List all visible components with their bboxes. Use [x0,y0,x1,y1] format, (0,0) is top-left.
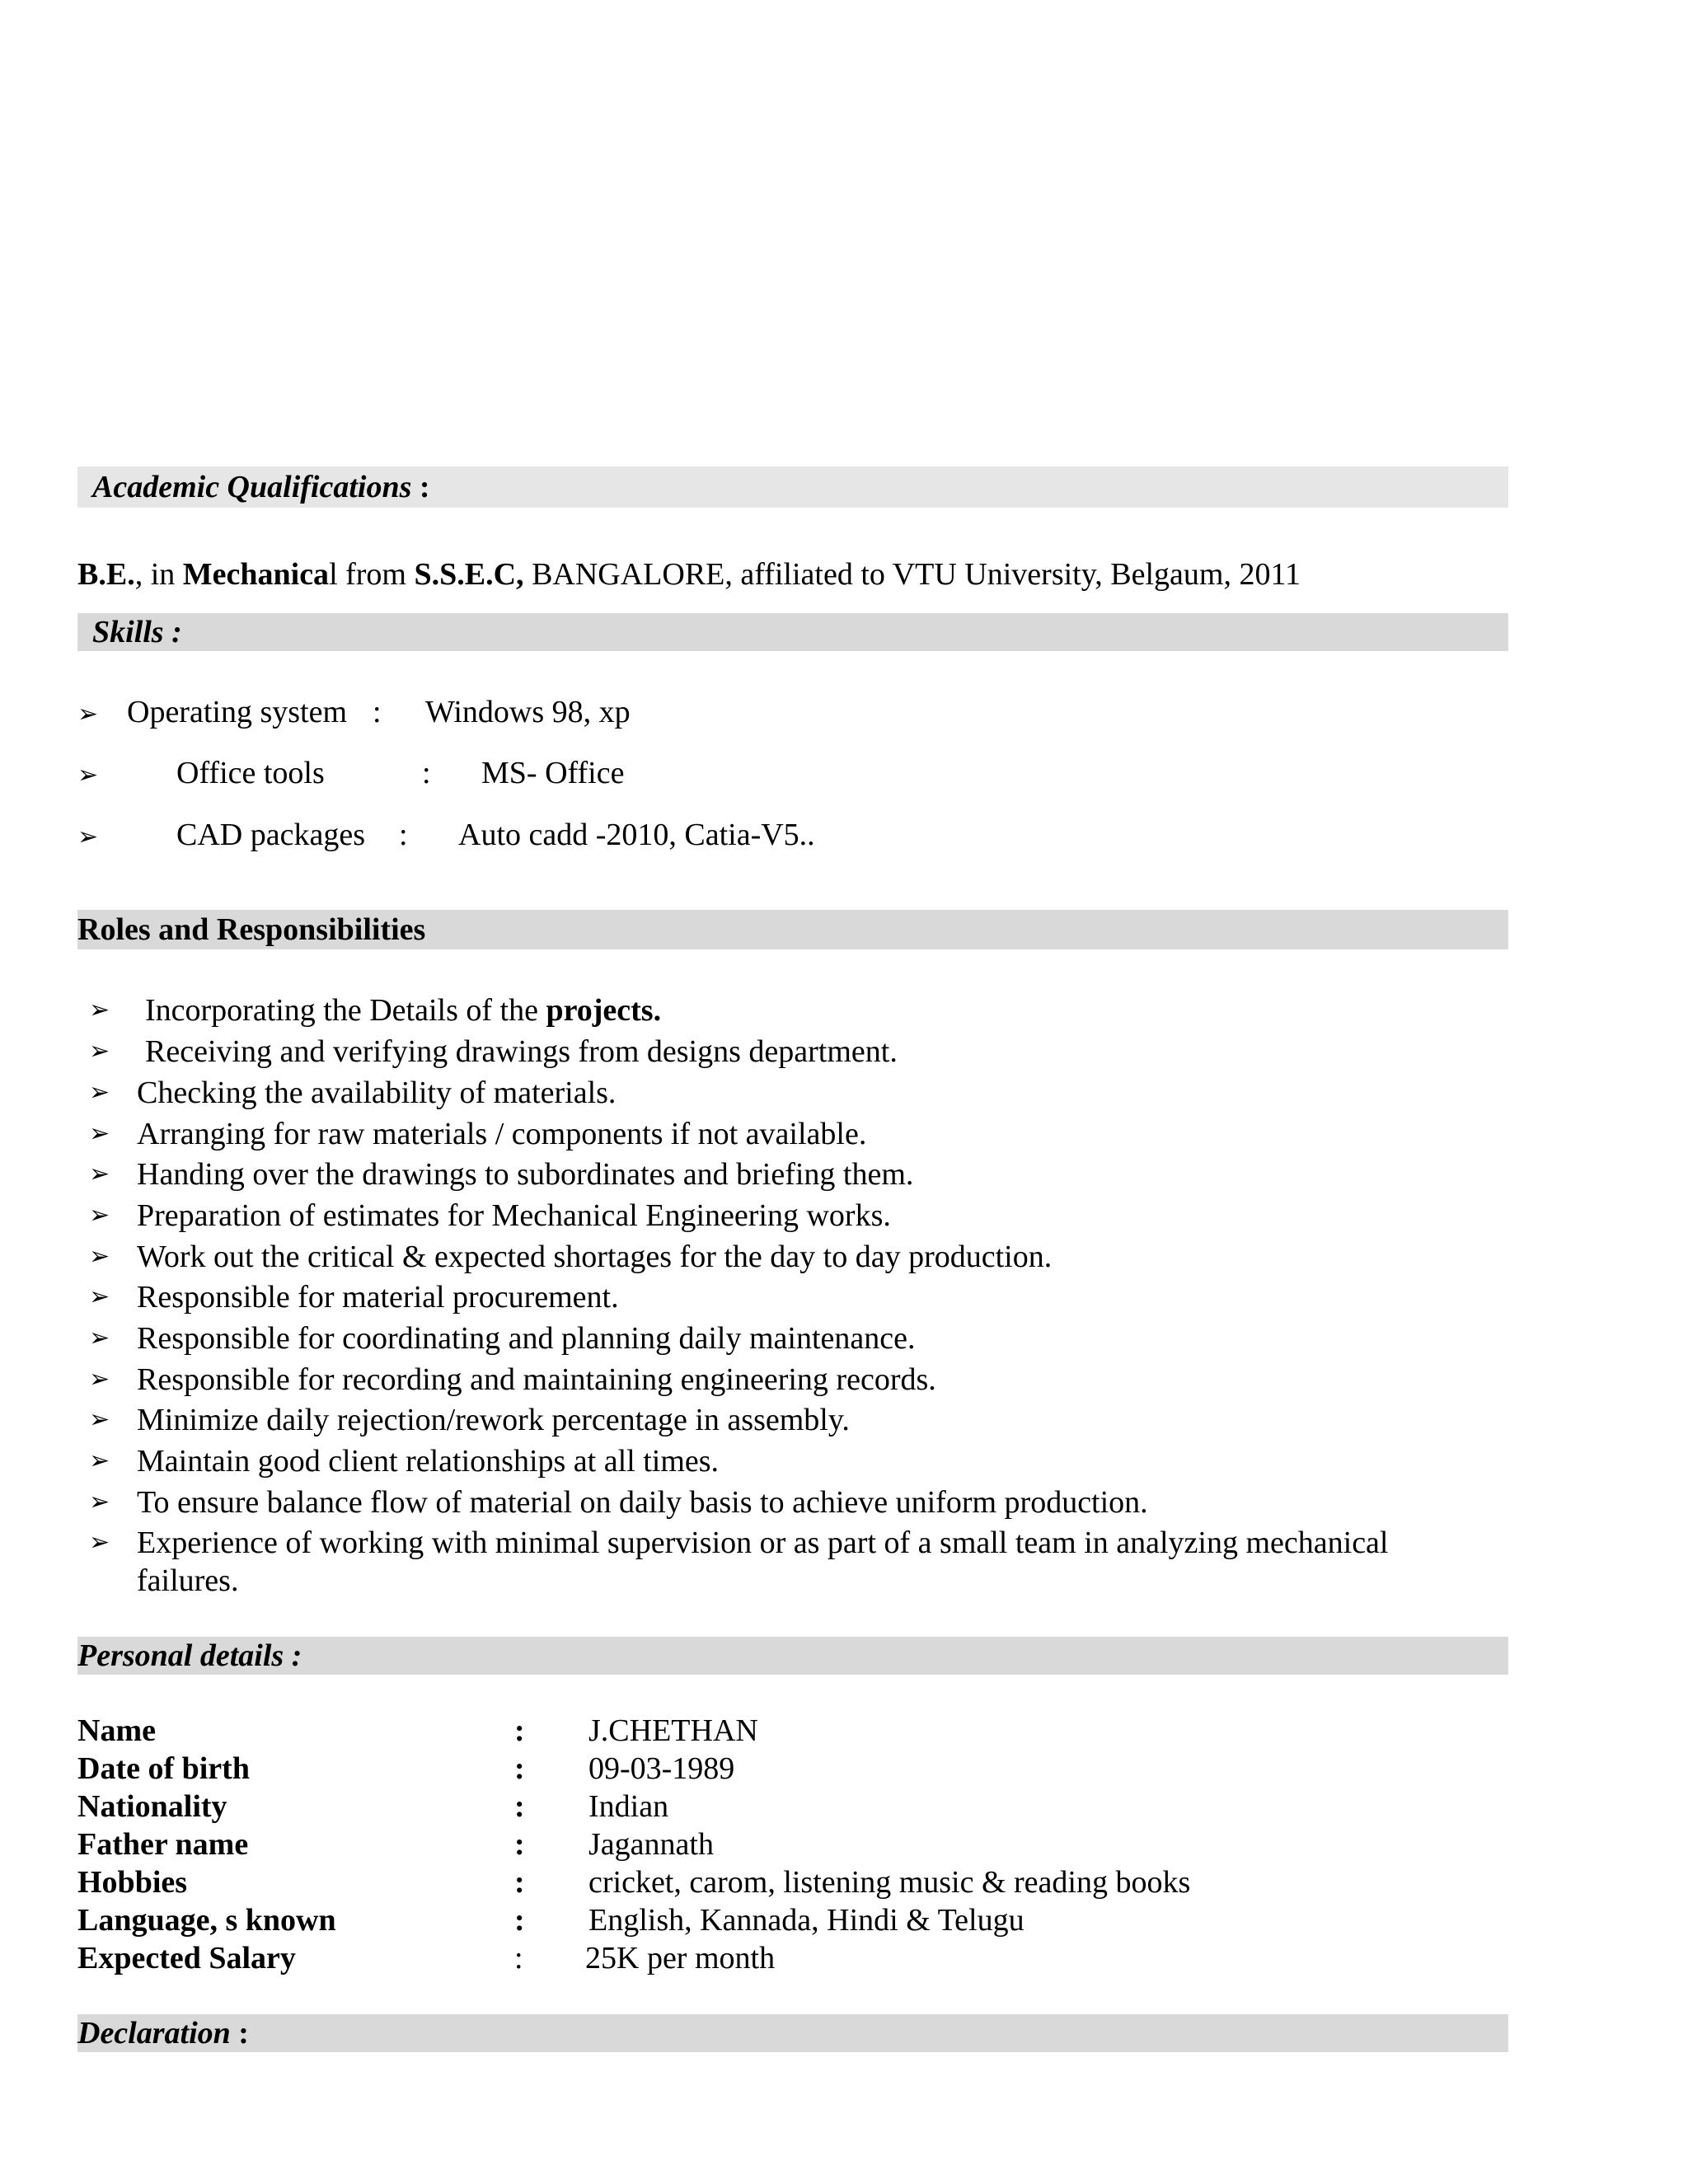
list-item-bold: projects. [546,993,662,1028]
list-item-text: To ensure balance flow of material on daily basis to achieve uniform production. [137,1485,1148,1520]
degree-text-1: , in [134,557,183,592]
field-label: Father name [77,1827,249,1862]
list-item-text: Responsible for material procurement. [137,1280,619,1315]
personal-title: Personal details : [77,1638,302,1673]
list-item-text: Responsible for coordinating and planning daily maintenance. [137,1321,916,1356]
degree: B.E. [77,557,135,592]
arrowhead-bullet-icon: ➢ [89,1160,110,1188]
list-item-text: Experience of working with minimal supervision or as part of a small team in analyzing mechanical [137,1526,1389,1560]
list-item-text: Checking the availability of materials. [137,1076,617,1110]
branch: Mechanica [182,557,330,592]
field-colon: : [514,1789,525,1824]
roles-title: Roles and Responsibilities [77,912,426,947]
list-item-text: Handing over the drawings to subordinates and briefing them. [137,1157,914,1192]
skill-label: Operating system [127,695,348,729]
arrowhead-bullet-icon: ➢ [89,1446,110,1475]
skill-value: Windows 98, xp [425,695,631,729]
roles-header [77,910,1508,949]
arrowhead-bullet-icon: ➢ [89,1488,110,1516]
field-colon: : [514,1751,525,1786]
arrowhead-bullet-icon: ➢ [77,761,99,790]
field-colon: : [514,1827,525,1862]
arrowhead-bullet-icon: ➢ [89,1037,110,1066]
personal-header [77,1637,1508,1675]
arrowhead-bullet-icon: ➢ [89,1324,110,1352]
degree-text-3: BANGALORE, affiliated to VTU University, Belgaum, 2011 [523,557,1301,592]
list-item-text: Receiving and verifying drawings from designs department. [145,1034,898,1069]
field-value: Jagannath [588,1827,714,1862]
list-item-text: Arranging for raw materials / components if not available. [137,1117,867,1151]
field-colon: : [514,1713,525,1748]
arrowhead-bullet-icon: ➢ [77,700,99,729]
skill-label: Office tools [176,756,325,790]
skills-header [77,613,1508,651]
academic-degree-line [77,555,1301,593]
arrowhead-bullet-icon: ➢ [89,1119,110,1148]
list-item-text: Preparation of estimates for Mechanical Engineering works. [137,1198,891,1233]
list-item-text: Incorporating the Details of the [145,993,546,1028]
field-value: cricket, carom, listening music & reading books [588,1865,1191,1900]
skill-colon: : [422,756,431,790]
skill-colon: : [373,695,382,729]
arrowhead-bullet-icon: ➢ [89,1078,110,1107]
academic-title-suffix: : [411,470,430,504]
skill-value: Auto cadd -2010, Catia-V5.. [458,818,815,852]
field-value: English, Kannada, Hindi & Telugu [588,1903,1025,1938]
list-item-text: Maintain good client relationships at all times. [137,1444,720,1479]
arrowhead-bullet-icon: ➢ [77,823,99,851]
arrowhead-bullet-icon: ➢ [89,1365,110,1394]
field-colon: : [514,1903,525,1938]
skill-item [77,693,98,733]
field-label: Name [77,1713,156,1748]
declaration-title-suffix: : [230,2016,249,2050]
academic-header [77,466,1508,508]
degree-text-2: l from [329,557,415,592]
list-item-text: failures. [137,1563,239,1598]
college: S.S.E.C, [414,557,524,592]
skills-title: Skills : [92,615,182,649]
arrowhead-bullet-icon: ➢ [89,1528,110,1557]
declaration-title: Declaration [77,2016,231,2050]
arrowhead-bullet-icon: ➢ [89,996,110,1024]
list-item-text: Responsible for recording and maintaining engineering records. [137,1362,936,1397]
skill-item [77,816,98,856]
list-item-text: Work out the critical & expected shortages for the day to day production. [137,1240,1053,1274]
skill-label: CAD packages [176,818,365,852]
field-label: Date of birth [77,1751,250,1786]
field-colon: : [514,1941,523,1975]
field-label: Language, s known [77,1903,336,1938]
field-label: Hobbies [77,1865,188,1900]
arrowhead-bullet-icon: ➢ [89,1201,110,1230]
field-value: 25K per month [585,1941,776,1975]
skill-item [77,754,98,794]
field-value: J.CHETHAN [588,1713,758,1748]
arrowhead-bullet-icon: ➢ [89,1242,110,1271]
field-colon: : [514,1865,525,1900]
list-item-text: Minimize daily rejection/rework percentage in assembly. [137,1403,850,1437]
field-label: Expected Salary [77,1941,296,1975]
arrowhead-bullet-icon: ➢ [89,1282,110,1311]
declaration-header [77,2014,1508,2052]
field-value: Indian [588,1789,669,1824]
skill-colon: : [399,818,408,852]
field-value: 09-03-1989 [588,1751,735,1786]
field-label: Nationality [77,1789,227,1824]
academic-title: Academic Qualifications [92,470,412,504]
skill-value: MS- Office [481,756,625,790]
arrowhead-bullet-icon: ➢ [89,1405,110,1434]
